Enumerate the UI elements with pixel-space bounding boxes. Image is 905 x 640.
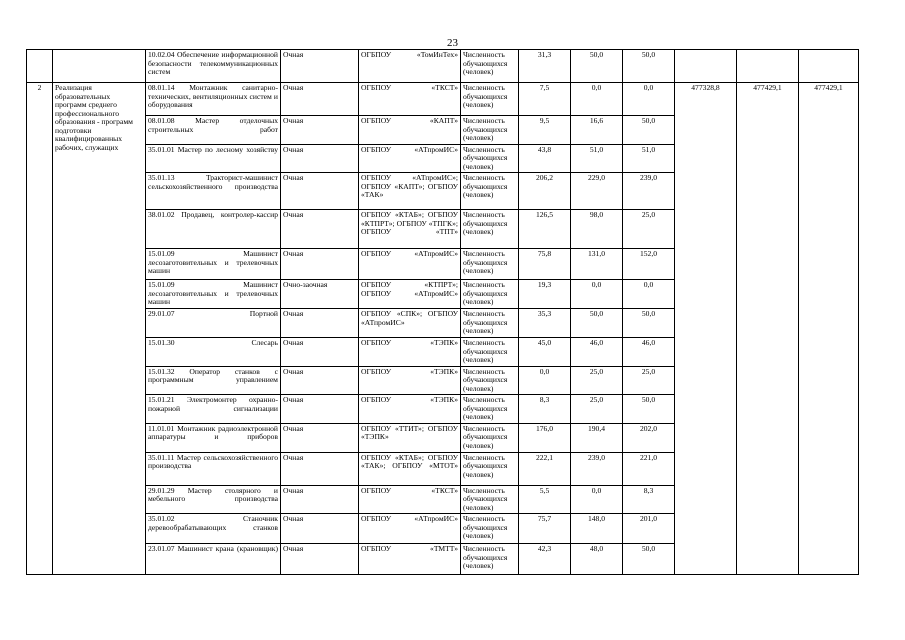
study-form-cell: Очная [281,309,359,338]
unit-cell: Численность обучающихся (человек) [461,366,519,395]
section-index: 2 [27,83,53,575]
budget-total-3: 477429,1 [799,83,859,575]
study-form-cell: Очная [281,144,359,173]
study-form-cell: Очная [281,485,359,514]
unit-cell: Численность обучающихся (человек) [461,423,519,452]
empty-cell [27,50,53,83]
value-cell-1: 9,5 [519,116,571,145]
unit-cell: Численность обучающихся (человек) [461,338,519,367]
value-cell-2: 131,0 [571,249,623,280]
study-form-cell: Очная [281,544,359,575]
value-cell-1: 31,3 [519,50,571,83]
value-cell-2: 46,0 [571,338,623,367]
value-cell-1: 176,0 [519,423,571,452]
unit-cell: Численность обучающихся (человек) [461,173,519,210]
study-form-cell: Очная [281,173,359,210]
page-number: 23 [447,37,458,49]
empty-cell [675,50,737,83]
organization-cell: ОГБПОУ «ТКСТ» [359,83,461,116]
specialty-cell: 35.01.13 Тракторист-машинист сельскохозяйственного производства [146,173,281,210]
value-cell-2: 48,0 [571,544,623,575]
unit-cell: Численность обучающихся (человек) [461,249,519,280]
unit-cell: Численность обучающихся (человек) [461,280,519,309]
unit-cell: Численность обучающихся (человек) [461,210,519,249]
value-cell-3: 51,0 [623,144,675,173]
value-cell-3: 50,0 [623,395,675,424]
value-cell-3: 50,0 [623,544,675,575]
unit-cell: Численность обучающихся (человек) [461,50,519,83]
study-form-cell: Очная [281,395,359,424]
budget-total-2: 477429,1 [737,83,799,575]
specialty-cell: 35.01.11 Мастер сельскохозяйственного производства [146,452,281,485]
value-cell-3: 25,0 [623,210,675,249]
specialty-cell: 15.01.30 Слесарь [146,338,281,367]
value-cell-3: 0,0 [623,280,675,309]
value-cell-3: 8,3 [623,485,675,514]
study-form-cell: Очная [281,116,359,145]
value-cell-3: 25,0 [623,366,675,395]
value-cell-1: 75,8 [519,249,571,280]
specialty-cell: 35.01.01 Мастер по лесному хозяйству [146,144,281,173]
organization-cell: ОГБПОУ «АТпромИС» [359,144,461,173]
value-cell-1: 5,5 [519,485,571,514]
organization-cell: ОГБПОУ «ТЭПК» [359,338,461,367]
unit-cell: Численность обучающихся (человек) [461,544,519,575]
unit-cell: Численность обучающихся (человек) [461,309,519,338]
organization-cell: ОГБПОУ «АТпромИС»; ОГБПОУ «КАПТ»; ОГБПОУ «ТАК» [359,173,461,210]
organization-cell: ОГБПОУ «ТЭПК» [359,395,461,424]
organization-cell: ОГБПОУ «ТТИТ»; ОГБПОУ «ТЭПК» [359,423,461,452]
specialty-cell: 29.01.07 Портной [146,309,281,338]
specialty-cell: 23.01.07 Машинист крана (крановщик) [146,544,281,575]
organization-cell: ОГБПОУ «КАПТ» [359,116,461,145]
value-cell-1: 206,2 [519,173,571,210]
study-form-cell: Очная [281,514,359,544]
empty-cell [737,50,799,83]
table-body [27,50,859,575]
organization-cell: ОГБПОУ «КТПРТ»; ОГБПОУ «АТпромИС» [359,280,461,309]
value-cell-2: 239,0 [571,452,623,485]
value-cell-2: 51,0 [571,144,623,173]
value-cell-1: 8,3 [519,395,571,424]
value-cell-2: 190,4 [571,423,623,452]
specialty-cell: 15.01.09 Машинист лесозаготовительных и трелевочных машин [146,249,281,280]
value-cell-3: 239,0 [623,173,675,210]
organization-cell: ОГБПОУ «ТКСТ» [359,485,461,514]
value-cell-3: 221,0 [623,452,675,485]
study-form-cell: Очная [281,452,359,485]
organization-cell: ОГБПОУ «ТомИнТех» [359,50,461,83]
unit-cell: Численность обучающихся (человек) [461,485,519,514]
organization-cell: ОГБПОУ «ТЭПК» [359,366,461,395]
specialty-cell: 15.01.21 Электромонтер охранно-пожарной сигнализации [146,395,281,424]
value-cell-2: 98,0 [571,210,623,249]
value-cell-2: 0,0 [571,280,623,309]
value-cell-3: 201,0 [623,514,675,544]
value-cell-3: 50,0 [623,116,675,145]
value-cell-3: 46,0 [623,338,675,367]
value-cell-3: 50,0 [623,309,675,338]
organization-cell: ОГБПОУ «ТМТТ» [359,544,461,575]
value-cell-1: 222,1 [519,452,571,485]
budget-total-1: 477328,8 [675,83,737,575]
unit-cell: Численность обучающихся (человек) [461,514,519,544]
study-form-cell: Очная [281,249,359,280]
value-cell-1: 42,3 [519,544,571,575]
unit-cell: Численность обучающихся (человек) [461,144,519,173]
study-form-cell: Очная [281,83,359,116]
value-cell-2: 25,0 [571,395,623,424]
specialty-cell: 29.01.29 Мастер столярного и мебельного производства [146,485,281,514]
study-form-cell: Очная [281,338,359,367]
value-cell-3: 202,0 [623,423,675,452]
specialty-cell: 38.01.02 Продавец, контролер-кассир [146,210,281,249]
value-cell-2: 25,0 [571,366,623,395]
specialty-cell: 35.01.02 Станочник деревообрабатывающих станков [146,514,281,544]
organization-cell: ОГБПОУ «СПК»; ОГБПОУ «АТпромИС» [359,309,461,338]
table-row [27,50,859,83]
study-form-cell: Очная [281,50,359,83]
unit-cell: Численность обучающихся (человек) [461,116,519,145]
value-cell-2: 16,6 [571,116,623,145]
value-cell-1: 45,0 [519,338,571,367]
value-cell-1: 19,3 [519,280,571,309]
value-cell-1: 126,5 [519,210,571,249]
empty-cell [53,50,146,83]
program-table [26,49,859,575]
value-cell-2: 148,0 [571,514,623,544]
study-form-cell: Очная [281,366,359,395]
table-row [27,83,859,116]
section-title: Реализация образовательных программ среднего профессионального образования - программ подготовки квалифицированных рабочих, служащих [53,83,146,575]
value-cell-1: 0,0 [519,366,571,395]
organization-cell: ОГБПОУ «АТпромИС» [359,249,461,280]
unit-cell: Численность обучающихся (человек) [461,83,519,116]
unit-cell: Численность обучающихся (человек) [461,395,519,424]
study-form-cell: Очно-заочная [281,280,359,309]
value-cell-3: 152,0 [623,249,675,280]
study-form-cell: Очная [281,210,359,249]
value-cell-1: 43,8 [519,144,571,173]
empty-cell [799,50,859,83]
specialty-cell: 08.01.08 Мастер отделочных строительных работ [146,116,281,145]
value-cell-3: 50,0 [623,50,675,83]
value-cell-2: 0,0 [571,485,623,514]
value-cell-1: 35,3 [519,309,571,338]
specialty-cell: 10.02.04 Обеспечение информационной безопасности телекоммуникационных систем [146,50,281,83]
organization-cell: ОГБПОУ «АТпромИС» [359,514,461,544]
specialty-cell: 15.01.32 Оператор станков с программным управлением [146,366,281,395]
specialty-cell: 15.01.09 Машинист лесозаготовительных и трелевочных машин [146,280,281,309]
specialty-cell: 08.01.14 Монтажник санитарно-технических, вентиляционных систем и оборудования [146,83,281,116]
organization-cell: ОГБПОУ «КТАБ»; ОГБПОУ «КТПРТ»; ОГБПОУ «ТПГК»; ОГБПОУ «ТПТ» [359,210,461,249]
value-cell-2: 0,0 [571,83,623,116]
value-cell-2: 50,0 [571,50,623,83]
organization-cell: ОГБПОУ «КТАБ»; ОГБПОУ «ТАК»; ОГБПОУ «МТОТ» [359,452,461,485]
value-cell-1: 75,7 [519,514,571,544]
value-cell-1: 7,5 [519,83,571,116]
unit-cell: Численность обучающихся (человек) [461,452,519,485]
value-cell-2: 50,0 [571,309,623,338]
value-cell-2: 229,0 [571,173,623,210]
value-cell-3: 0,0 [623,83,675,116]
specialty-cell: 11.01.01 Монтажник радиоэлектронной аппаратуры и приборов [146,423,281,452]
study-form-cell: Очная [281,423,359,452]
